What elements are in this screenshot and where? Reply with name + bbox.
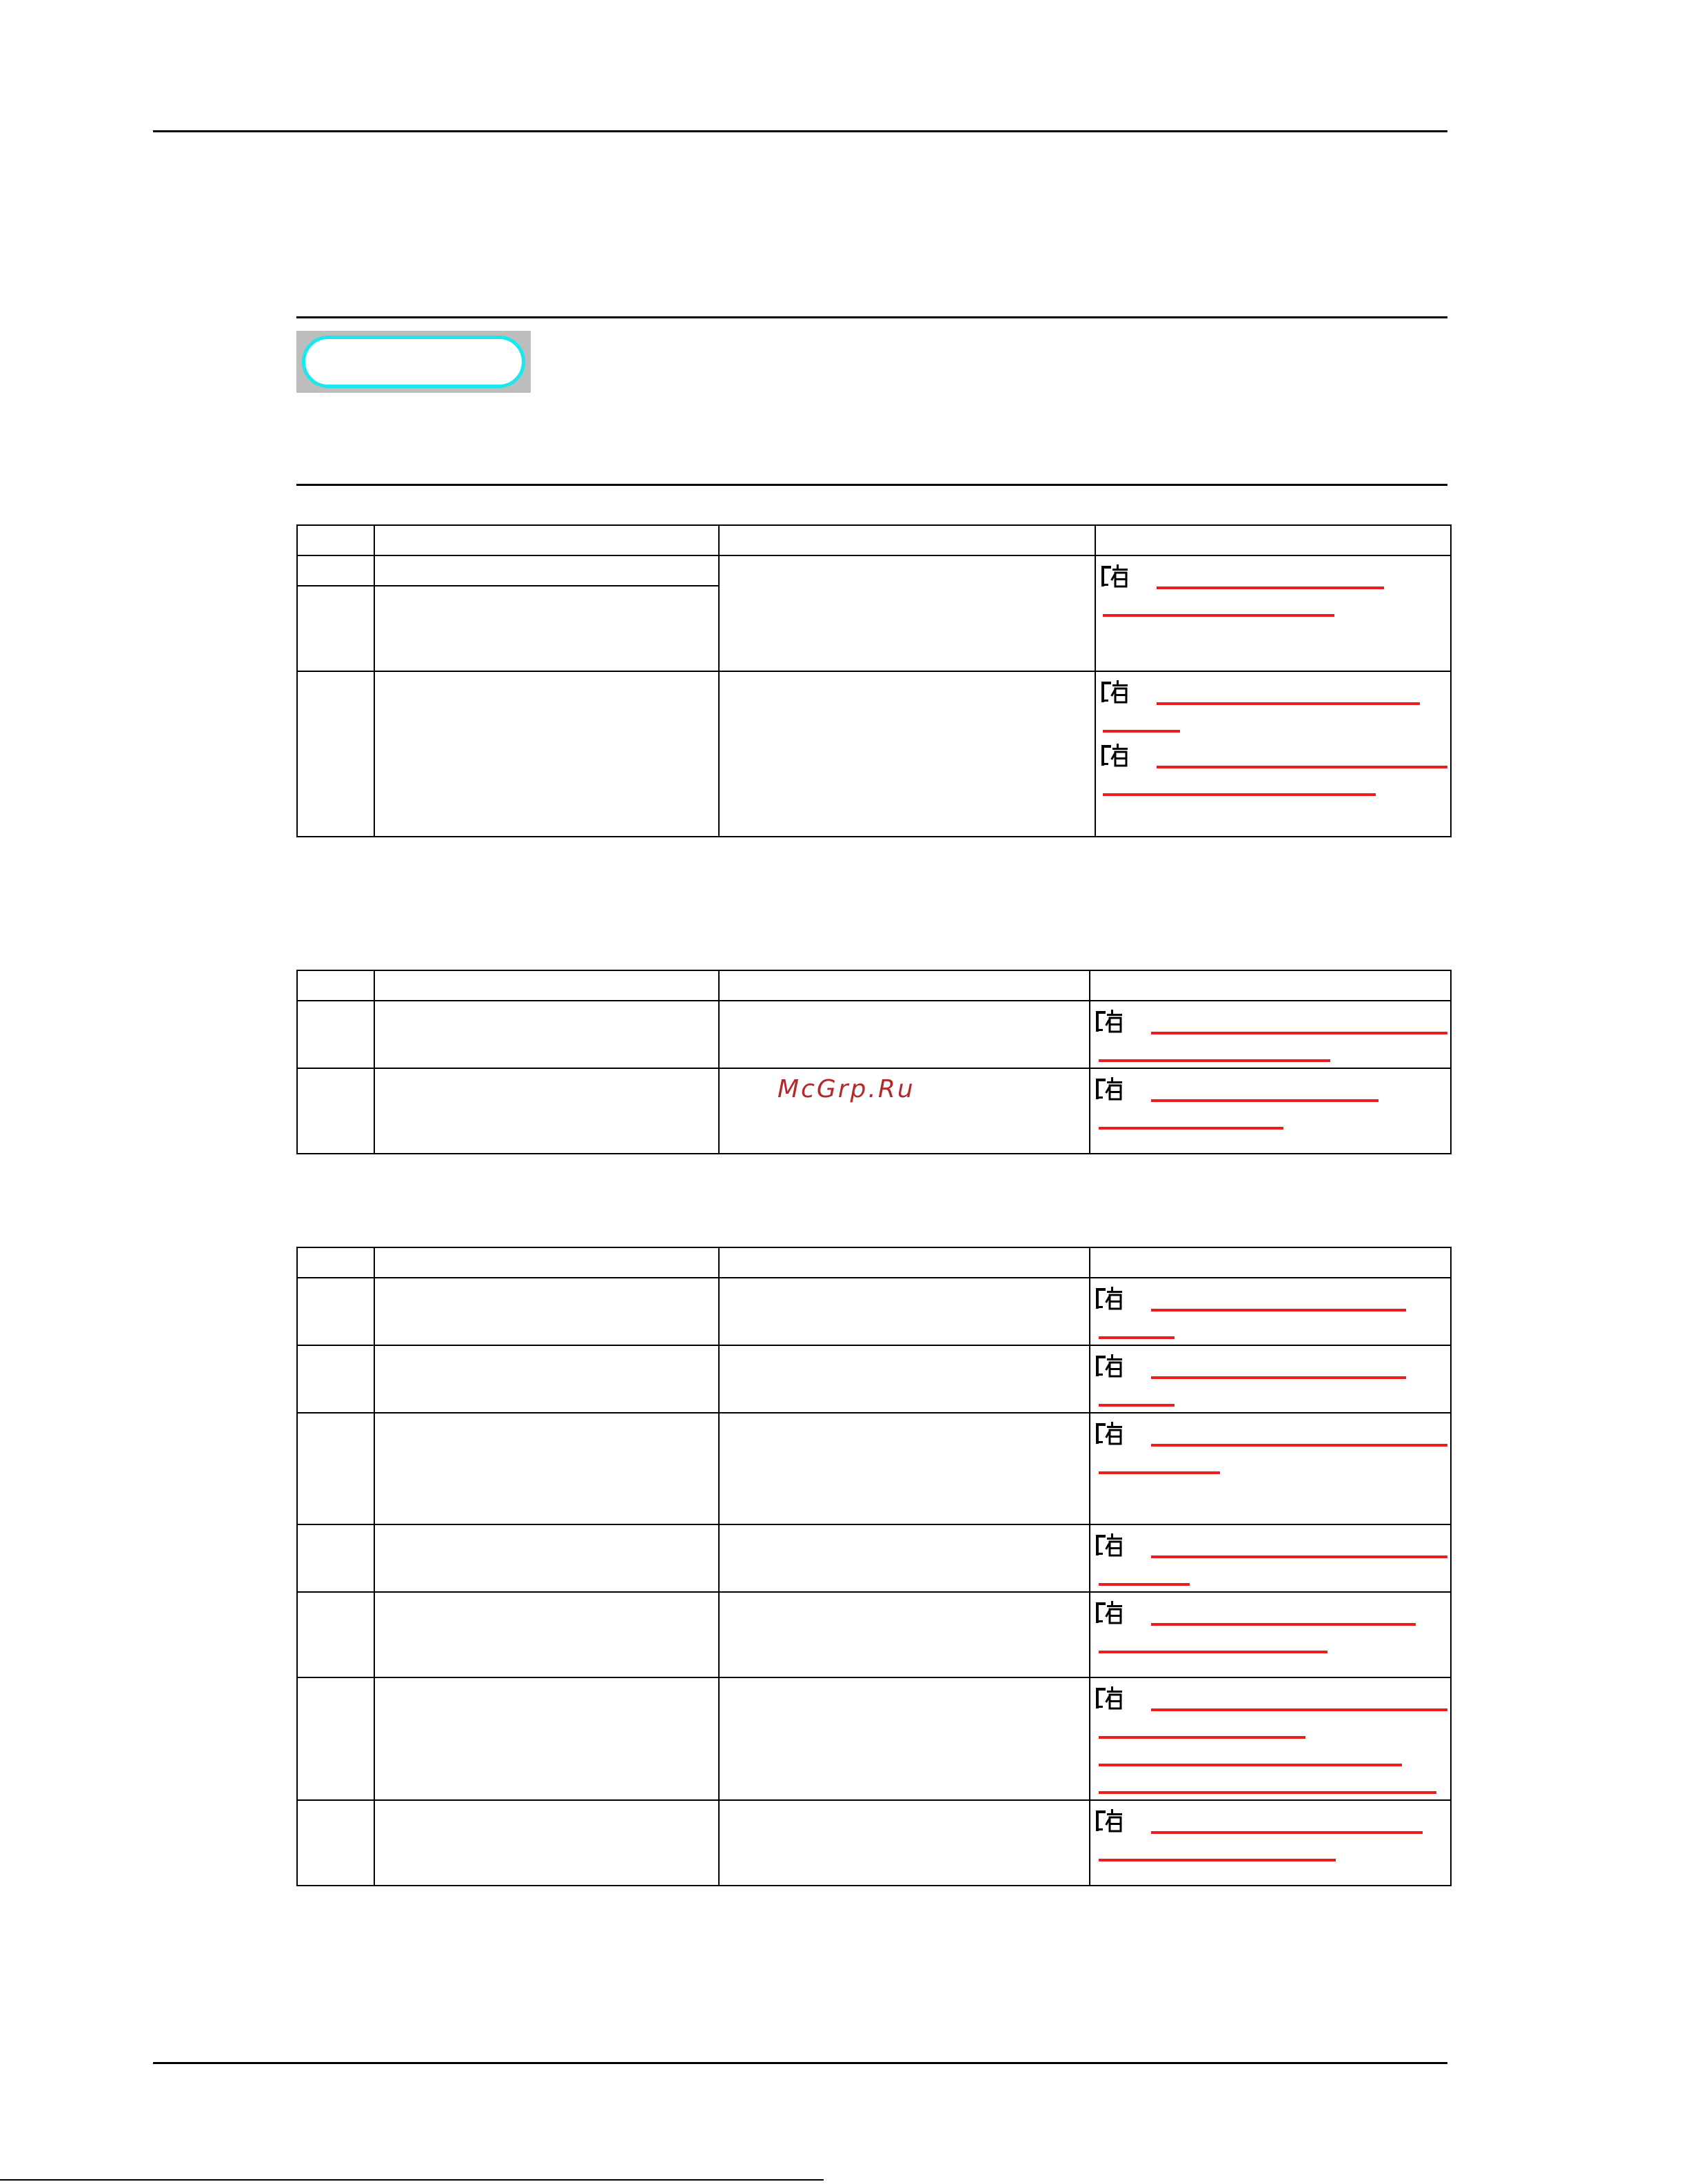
reference-link[interactable] xyxy=(1095,1281,1447,1345)
table-row xyxy=(297,1001,1451,1068)
section-top-rule xyxy=(296,316,1447,318)
table-header-row xyxy=(297,525,1451,555)
document-link-icon xyxy=(1100,563,1143,589)
reference-link[interactable] xyxy=(1100,738,1447,802)
watermark: McGrp.Ru xyxy=(777,1075,915,1103)
table-row xyxy=(297,1592,1451,1677)
page-edge-rule xyxy=(0,2179,824,2181)
reference-link[interactable] xyxy=(1100,675,1447,738)
badge-pill-shape xyxy=(302,336,525,388)
document-link-icon xyxy=(1095,1808,1137,1834)
reference-link[interactable] xyxy=(1095,1416,1447,1480)
table-row xyxy=(297,1345,1451,1413)
table-row xyxy=(297,1677,1451,1800)
table-row xyxy=(297,671,1451,837)
reference-link[interactable] xyxy=(1100,559,1447,622)
document-link-icon xyxy=(1095,1008,1137,1034)
reference-link[interactable] xyxy=(1095,1528,1447,1591)
document-link-icon xyxy=(1095,1685,1137,1711)
document-link-icon xyxy=(1095,1285,1137,1312)
document-link-icon xyxy=(1095,1420,1137,1447)
table-row xyxy=(297,1413,1451,1524)
section-bottom-rule xyxy=(296,484,1447,486)
reference-link[interactable] xyxy=(1095,1072,1447,1135)
page-footer-rule xyxy=(153,2062,1447,2064)
table-3 xyxy=(296,1247,1452,1886)
table-row xyxy=(297,1278,1451,1345)
table-header-row xyxy=(297,970,1451,1001)
section-badge xyxy=(296,331,531,393)
table-row xyxy=(297,1524,1451,1592)
reference-link[interactable] xyxy=(1095,1681,1447,1799)
page-header-rule xyxy=(153,130,1447,132)
table-header-row xyxy=(297,1247,1451,1278)
table-row xyxy=(297,555,1451,586)
reference-link[interactable] xyxy=(1095,1004,1447,1068)
document-link-icon xyxy=(1095,1076,1137,1102)
reference-link[interactable] xyxy=(1095,1349,1447,1412)
reference-link[interactable] xyxy=(1095,1595,1447,1659)
table-row xyxy=(297,1800,1451,1886)
document-link-icon xyxy=(1100,679,1143,705)
document-link-icon xyxy=(1095,1532,1137,1558)
table-1 xyxy=(296,524,1452,837)
reference-link[interactable] xyxy=(1095,1804,1447,1867)
document-link-icon xyxy=(1095,1600,1137,1626)
table-2 xyxy=(296,970,1452,1154)
document-link-icon xyxy=(1095,1353,1137,1379)
document-link-icon xyxy=(1100,742,1143,768)
